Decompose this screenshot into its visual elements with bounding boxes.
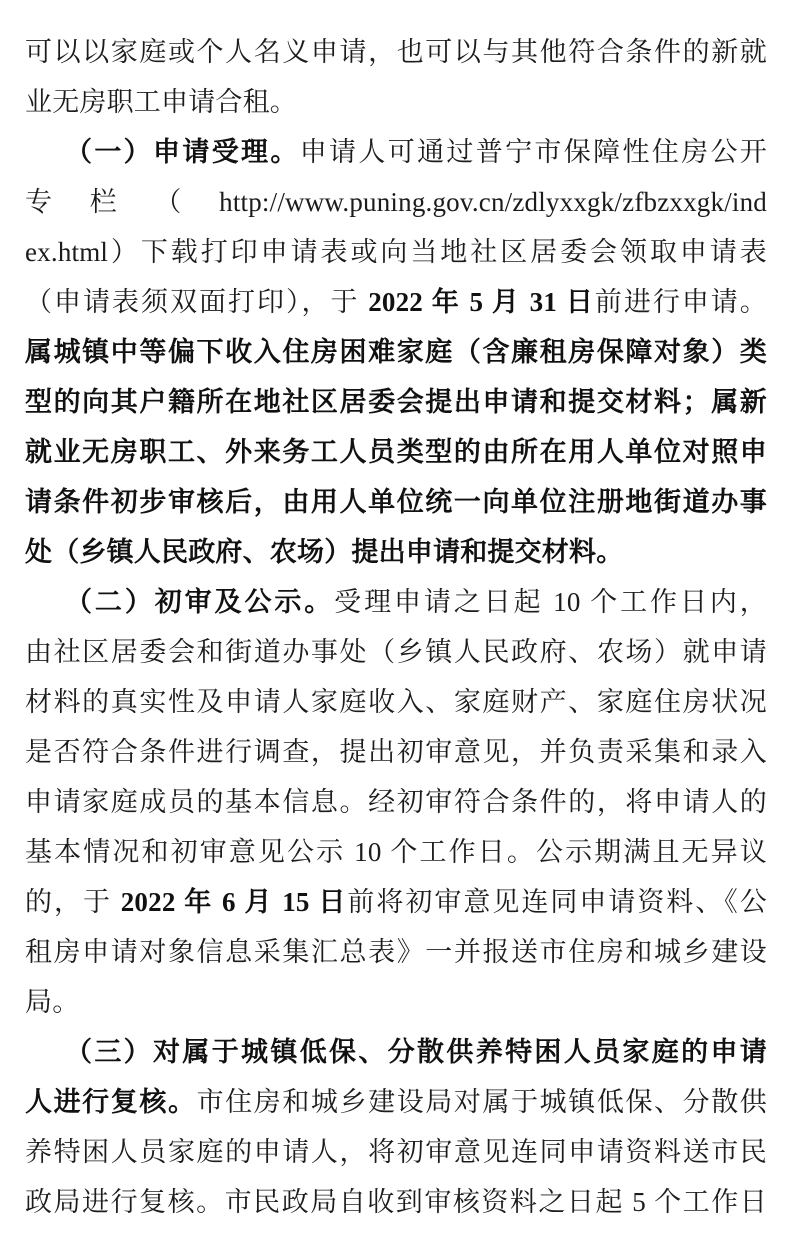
text-line <box>25 1127 767 1177</box>
text-line <box>25 27 767 77</box>
text-segment: 养特困人员家庭的申请人，将初审意见连同申请资料送市民 <box>25 1137 767 1167</box>
text-line <box>25 627 767 677</box>
url-text: 专栏（http://www.puning.gov.cn/zdlyxxgk/zfbzxxgk/ind <box>25 187 767 217</box>
bold-text-segment: 属城镇中等偏下收入住房困难家庭（含廉租房保障对象）类 <box>25 337 767 367</box>
text-line <box>25 927 767 977</box>
text-segment: 政局进行复核。市民政局自收到审核资料之日起 5 个工作日 <box>25 1187 767 1217</box>
text-line <box>25 777 767 827</box>
text-line <box>25 977 767 1027</box>
text-line <box>25 427 767 477</box>
bold-text-segment: 请条件初步审核后，由用人单位统一向单位注册地街道办事 <box>25 487 767 517</box>
text-segment: 业无房职工申请合租。 <box>25 87 297 117</box>
text-segment: 申请人可通过普宁市保障性住房公开 <box>299 137 767 167</box>
text-line <box>25 577 767 627</box>
text-segment: 是否符合条件进行调查，提出初审意见，并负责采集和录入 <box>25 737 767 767</box>
text-segment: 材料的真实性及申请人家庭收入、家庭财产、家庭住房状况 <box>25 687 767 717</box>
text-segment: 可以以家庭或个人名义申请，也可以与其他符合条件的新就 <box>25 37 767 67</box>
text-segment: 租房申请对象信息采集汇总表》一并报送市住房和城乡建设 <box>25 937 767 967</box>
text-segment: 受理申请之日起 10 个工作日内， <box>334 587 767 617</box>
text-line <box>25 177 767 227</box>
text-line <box>25 127 767 177</box>
text-line <box>25 527 767 577</box>
bold-text-segment: 型的向其户籍所在地社区居委会提出申请和提交材料；属新 <box>25 387 767 417</box>
text-line <box>25 877 767 927</box>
text-line <box>25 477 767 527</box>
bold-text-segment: 处（乡镇人民政府、农场）提出申请和提交材料。 <box>25 537 624 567</box>
text-segment: （申请表须双面打印），于 <box>25 287 369 317</box>
section-2-heading: （二）初审及公示。 <box>65 587 335 617</box>
text-segment: 申请家庭成员的基本信息。经初审符合条件的，将申请人的 <box>25 787 767 817</box>
text-line <box>25 727 767 777</box>
text-segment: 前将初审意见连同申请资料、《公 <box>347 887 767 917</box>
text-line <box>25 377 767 427</box>
text-line <box>25 227 767 277</box>
text-line <box>25 327 767 377</box>
text-line <box>25 827 767 877</box>
text-segment: 市住房和城乡建设局对属于城镇低保、分散供 <box>196 1087 768 1117</box>
deadline-date: 2022 年 6 月 15 日 <box>120 887 348 917</box>
text-line <box>25 77 767 127</box>
section-3-heading: 人进行复核。 <box>25 1087 197 1117</box>
text-line <box>25 1027 767 1077</box>
text-segment: 局。 <box>25 987 80 1017</box>
text-segment: 基本情况和初审意见公示 10 个工作日。公示期满且无异议 <box>25 837 767 867</box>
text-line <box>25 677 767 727</box>
section-1-heading: （一）申请受理。 <box>65 137 300 167</box>
text-segment: 由社区居委会和街道办事处（乡镇人民政府、农场）就申请 <box>25 637 767 667</box>
text-line <box>25 277 767 327</box>
url-text: ex.html）下载打印申请表或向当地社区居委会领取申请表 <box>25 237 767 267</box>
text-line <box>25 1077 767 1127</box>
text-line <box>25 1177 767 1227</box>
section-3-heading: （三）对属于城镇低保、分散供养特困人员家庭的申请 <box>65 1037 767 1067</box>
text-segment: 的，于 <box>25 887 121 917</box>
bold-text-segment: 就业无房职工、外来务工人员类型的由所在用人单位对照申 <box>25 437 767 467</box>
text-segment: 前进行申请。 <box>594 287 768 317</box>
document-body <box>25 27 767 1227</box>
deadline-date: 2022 年 5 月 31 日 <box>368 287 595 317</box>
